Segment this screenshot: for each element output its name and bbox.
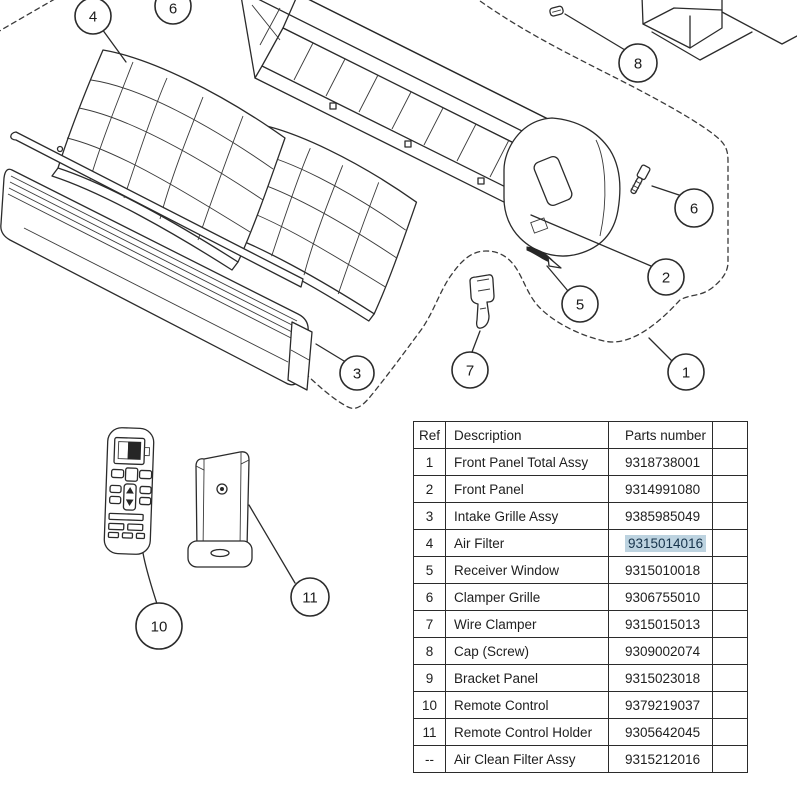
- callout-6-top: [155, 0, 191, 24]
- ref-cell: --: [414, 746, 446, 773]
- ref-cell: 10: [414, 692, 446, 719]
- ref-cell: 4: [414, 530, 446, 557]
- part-number-cell: 9315023018: [609, 665, 713, 692]
- description-cell: Intake Grille Assy: [446, 503, 609, 530]
- callout-8: [619, 44, 657, 82]
- table-row: [414, 665, 748, 692]
- svg-text:7: 7: [465, 362, 475, 380]
- ref-cell: 2: [414, 476, 446, 503]
- svg-text:2: 2: [661, 269, 671, 287]
- empty-cell: [713, 530, 748, 557]
- empty-cell: [713, 746, 748, 773]
- description-cell: Receiver Window: [446, 557, 609, 584]
- ref-cell: 6: [414, 584, 446, 611]
- description-cell: Front Panel: [446, 476, 609, 503]
- part-number-cell: 9306755010: [609, 584, 713, 611]
- table-row: [414, 557, 748, 584]
- empty-cell: [713, 584, 748, 611]
- ref-cell: 5: [414, 557, 446, 584]
- callout-4: [75, 0, 111, 34]
- part-number-cell: [609, 530, 713, 557]
- clamper-grille-screw-drawing: [629, 164, 651, 195]
- table-row: [414, 746, 748, 773]
- description-cell: Wire Clamper: [446, 611, 609, 638]
- ref-cell: 9: [414, 665, 446, 692]
- ref-cell: 11: [414, 719, 446, 746]
- header-description: Description: [446, 422, 609, 449]
- ref-cell: 1: [414, 449, 446, 476]
- callout-1: [668, 354, 704, 390]
- callout-11: [291, 578, 329, 616]
- part-number-cell: 9315010018: [609, 557, 713, 584]
- ref-cell: 8: [414, 638, 446, 665]
- table-row: [414, 449, 748, 476]
- part-number-cell: 9305642045: [609, 719, 713, 746]
- chassis-end-cap: [504, 118, 620, 256]
- part-number-cell: 9309002074: [609, 638, 713, 665]
- description-cell: Remote Control Holder: [446, 719, 609, 746]
- svg-text:1: 1: [681, 364, 691, 382]
- highlighted-part-number: 9315014016: [625, 535, 706, 552]
- table-row: [414, 638, 748, 665]
- callout-3: [340, 356, 374, 390]
- description-cell: Air Clean Filter Assy: [446, 746, 609, 773]
- part-number-cell: 9315015013: [609, 611, 713, 638]
- table-row: [414, 476, 748, 503]
- description-cell: Air Filter: [446, 530, 609, 557]
- wire-clamper-drawing: [470, 275, 494, 328]
- svg-text:11: 11: [302, 589, 318, 607]
- empty-cell: [713, 557, 748, 584]
- parts-table-body: [414, 449, 748, 773]
- callout-2: [648, 259, 684, 295]
- part-number-cell: 9318738001: [609, 449, 713, 476]
- empty-cell: [713, 665, 748, 692]
- empty-cell: [713, 611, 748, 638]
- description-cell: Cap (Screw): [446, 638, 609, 665]
- callout-6-right: [675, 189, 713, 227]
- empty-cell: [713, 692, 748, 719]
- svg-text:4: 4: [88, 8, 98, 26]
- callout-5: [562, 286, 598, 322]
- svg-text:6: 6: [689, 200, 699, 218]
- table-header-row: [414, 422, 748, 449]
- remote-control-drawing: [104, 427, 154, 555]
- svg-text:10: 10: [150, 618, 168, 636]
- table-row: [414, 692, 748, 719]
- parts-table-container: [413, 421, 748, 773]
- empty-cell: [713, 503, 748, 530]
- callout-7: [452, 352, 488, 388]
- svg-text:3: 3: [352, 365, 362, 383]
- part-number-cell: 9379219037: [609, 692, 713, 719]
- ref-cell: 7: [414, 611, 446, 638]
- header-ref: Ref: [414, 422, 446, 449]
- svg-text:8: 8: [633, 55, 643, 73]
- remote-holder-drawing: [188, 452, 252, 567]
- empty-cell: [713, 476, 748, 503]
- svg-text:6: 6: [168, 0, 178, 18]
- empty-cell: [713, 638, 748, 665]
- bracket-panel-corner-drawing: [642, 0, 797, 60]
- description-cell: Remote Control: [446, 692, 609, 719]
- callout-10: [136, 603, 182, 649]
- description-cell: Clamper Grille: [446, 584, 609, 611]
- table-row: [414, 503, 748, 530]
- part-number-cell: 9314991080: [609, 476, 713, 503]
- empty-cell: [713, 719, 748, 746]
- header-empty: [713, 422, 748, 449]
- description-cell: Front Panel Total Assy: [446, 449, 609, 476]
- part-number-cell: 9385985049: [609, 503, 713, 530]
- table-row: [414, 611, 748, 638]
- description-cell: Bracket Panel: [446, 665, 609, 692]
- part-number-cell: 9315212016: [609, 746, 713, 773]
- table-row: [414, 530, 748, 557]
- ref-cell: 3: [414, 503, 446, 530]
- header-parts-number: Parts number: [609, 422, 713, 449]
- table-row: [414, 584, 748, 611]
- table-row: [414, 719, 748, 746]
- empty-cell: [713, 449, 748, 476]
- screw-cap-drawing: [549, 6, 564, 17]
- parts-table: [413, 421, 748, 773]
- svg-text:5: 5: [575, 296, 585, 314]
